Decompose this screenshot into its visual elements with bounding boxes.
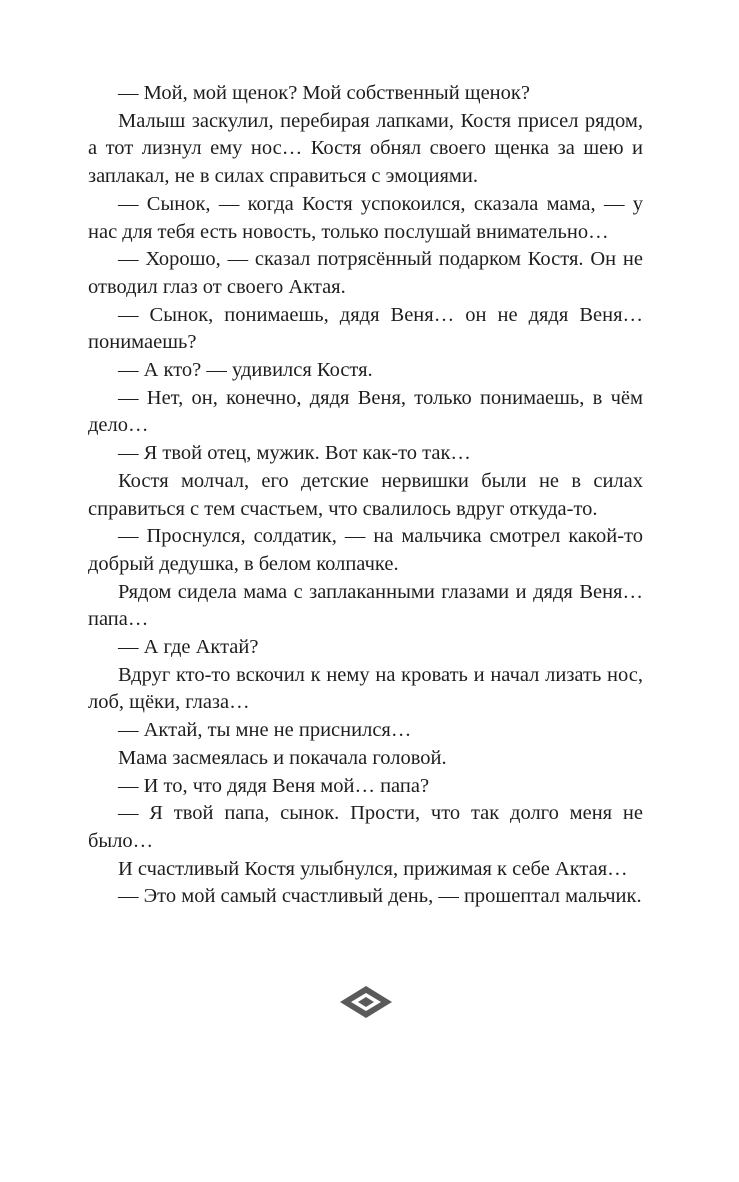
paragraph: — Актай, ты мне не приснился…: [118, 719, 412, 742]
paragraph: Костя молчал, его детские нервишки были не в силах справиться с тем счастьем, что свалилось вдруг откуда-то.: [88, 469, 643, 520]
page-text: [88, 80, 643, 911]
paragraph: — Проснулся, солдатик, — на мальчика смотрел какой-то добрый дедушка, в белом колпачке.: [88, 525, 643, 575]
paragraph: Вдруг кто-то вскочил к нему на кровать и начал лизать нос, лоб, щёки, глаза…: [88, 663, 643, 714]
paragraph: — Хорошо, — сказал потрясённый подарком Костя. Он не отводил глаз от своего Актая.: [88, 248, 643, 298]
paragraph: — Мой, мой щенок? Мой собственный щенок?: [118, 82, 530, 104]
paragraph: — Нет, он, конечно, дядя Веня, только понимаешь, в чём дело…: [88, 386, 643, 437]
paragraph: — А где Актай?: [118, 636, 259, 659]
paragraph: Малыш заскулил, перебирая лапками, Костя присел рядом, а тот лизнул ему нос… Костя обнял своего щенка за шею и заплакал, не в силах справиться с эмоциями.: [88, 109, 643, 188]
paragraph: — Сынок, понимаешь, дядя Веня… он не дядя Веня… понимаешь?: [88, 303, 643, 354]
paragraph: — А кто? — удивился Костя.: [118, 359, 373, 382]
diamond-ornament-icon: [338, 985, 394, 1019]
paragraph: — Я твой отец, мужик. Вот как-то так…: [118, 442, 471, 465]
paragraph: — Я твой папа, сынок. Прости, что так долго меня не было…: [88, 802, 643, 852]
paragraph: — Это мой самый счастливый день, — прошептал мальчик.: [118, 885, 642, 908]
paragraph: И счастливый Костя улыбнулся, прижимая к себе Актая…: [118, 857, 628, 880]
paragraph: Рядом сидела мама с заплаканными глазами и дядя Веня… папа…: [88, 580, 643, 631]
paragraph: — И то, что дядя Веня мой… папа?: [118, 774, 430, 797]
paragraph: — Сынок, — когда Костя успокоился, сказала мама, — у нас для тебя есть новость, только послушай внимательно…: [88, 192, 643, 243]
paragraph: Мама засмеялась и покачала головой.: [118, 746, 447, 769]
